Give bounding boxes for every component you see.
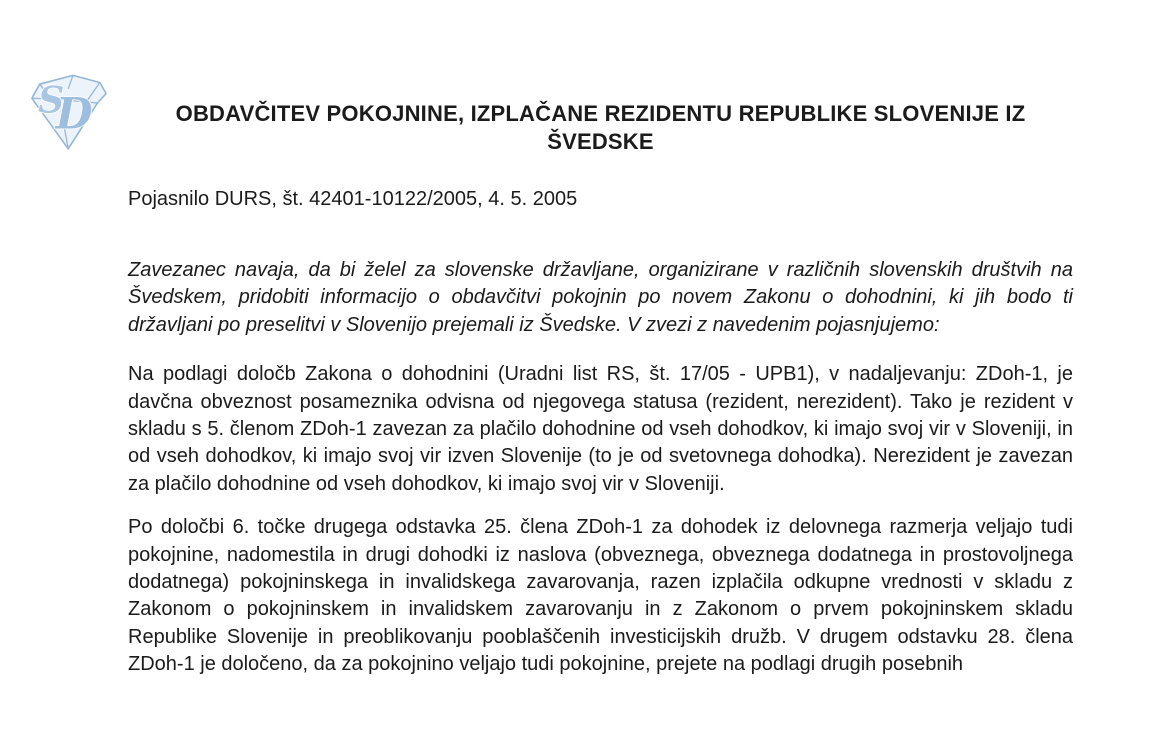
svg-text:D: D — [55, 89, 93, 140]
intro-paragraph: Zavezanec navaja, da bi želel za slovenske državljane, organizirane v različnih slovenskih društvih na Švedskem, pridobiti informacijo o obdavčitvi pokojnin po novem Zakonu o dohodnini, ki jih bodo ti državljani po preselitvi v Slovenijo prejemali iz Švedske. V zvezi z navedenim pojasnjujemo: — [128, 259, 1073, 336]
body-paragraph-1: Na podlagi določb Zakona o dohodnini (Uradni list RS, št. 17/05 - UPB1), v nadaljevanju: ZDoh-1, je davčna obveznost posameznika odvisna od njegovega statusa (rezident, nerezident). Tako je rezident v skladu s 5. členom ZDoh-1 zavezan za plačilo dohodnine od vseh dohodkov, ki imajo svoj vir v Sloveniji, in od vseh dohodkov, ki imajo svoj vir izven Slovenije (to je od svetovnega dohodka). Nerezident je zavezan za plačilo dohodnine od vseh dohodkov, ki imajo svoj vir v Sloveniji. — [128, 363, 1073, 495]
body-paragraph-2: Po določbi 6. točke drugega odstavka 25. člena ZDoh-1 za dohodek iz delovnega razmerja veljajo tudi pokojnine, nadomestila in drugi dohodki iz naslova (obveznega, obveznega dodatnega in prostovoljnega dodatnega) pokojninskega in invalidskega zavarovanja, razen izplačila odkupne vrednosti v skladu z Zakonom o pokojninskem in invalidskem zavarovanju in z Zakonom o prvem pokojninskem skladu Republike Slovenije in preoblikovanju pooblaščenih investicijskih družb. V drugem odstavku 28. člena ZDoh-1 je določeno, da za pokojnino veljajo tudi pokojnine, prejete na podlagi drugih posebnih — [128, 516, 1073, 676]
document-title: OBDAVČITEV POKOJNINE, IZPLAČANE REZIDENTU REPUBLIKE SLOVENIJE IZ ŠVEDSKE — [175, 101, 1026, 154]
document-reference: Pojasnilo DURS, št. 42401-10122/2005, 4. 5. 2005 — [128, 188, 578, 210]
gem-icon — [27, 73, 111, 152]
svg-text:S: S — [38, 78, 65, 122]
sd-gem-logo — [27, 73, 111, 152]
